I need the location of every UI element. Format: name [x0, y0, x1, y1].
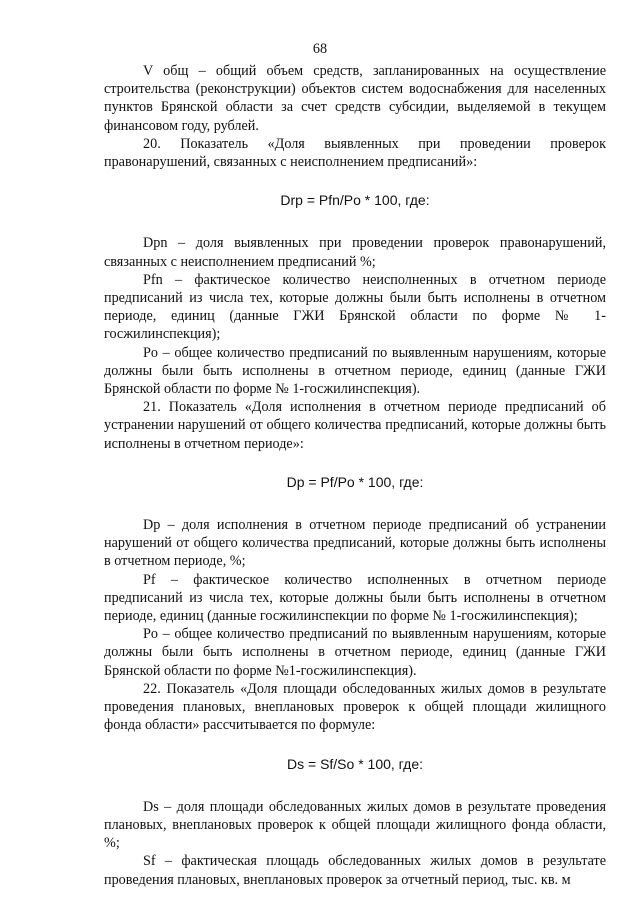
- paragraph-ds-definition: Ds – доля площади обследованных жилых домов в результате проведения плановых, внеплановых проверок к общей площади жилищного фонда области, %;: [104, 798, 606, 852]
- paragraph-sf-definition: Sf – фактическая площадь обследованных жилых домов в результате проведения плановых, внеплановых проверок за отчетный период, тыс. кв. м: [104, 853, 606, 888]
- paragraph-dpn-definition: Dpn – доля выявленных при проведении проверок правонарушений, связанных с неисполнением предписаний %;: [104, 235, 606, 270]
- document-body: [104, 62, 606, 889]
- paragraph-pfn-definition: Pfn – фактическое количество неисполненных в отчетном периоде предписаний из числа тех, которые должны были быть исполнены в отчетном периоде, единиц (данные ГЖИ Брянской области по форме № 1-госжилинспекция);: [104, 271, 606, 343]
- paragraph-po-definition: Po – общее количество предписаний по выявленным нарушениям, которые должны были быть исполнены в отчетном периоде, единиц (данные ГЖИ Брянской области по форме № 1-госжилинспекция).: [104, 344, 606, 398]
- paragraph-pf-definition: Pf – фактическое количество исполненных в отчетном периоде предписаний из числа тех, которые должны были быть исполнены в отчетном периоде, единиц (данные госжилинспекции по форме № 1-госжилинспекция);: [104, 571, 606, 625]
- paragraph-dp-definition: Dp – доля исполнения в отчетном периоде предписаний об устранении нарушений от общего количества предписаний, которые должны быть исполнены в отчетном периоде, %;: [104, 517, 606, 570]
- paragraph-indicator-21: 21. Показатель «Доля исполнения в отчетном периоде предписаний об устранении нарушений от общего количества предписаний, которые должны быть исполнены в отчетном периоде»:: [104, 399, 606, 452]
- formula-dp: Dp = Pf/Po * 100, где:: [286, 473, 424, 490]
- formula-ds: Ds = Sf/So * 100, где:: [287, 755, 423, 772]
- formula-drp: Drp = Pfn/Po * 100, где:: [280, 192, 430, 209]
- page-number: 68: [312, 41, 328, 57]
- paragraph-indicator-20: 20. Показатель «Доля выявленных при проведении проверок правонарушений, связанных с неисполнением предписаний»:: [104, 135, 606, 171]
- paragraph-v-total-definition: V общ – общий объем средств, запланированных на осуществление строительства (реконструкции) объектов систем водоснабжения для населенных пунктов Брянской области за счет средств субсидии, выделяемой в текущем финансовом году, рублей.: [104, 63, 606, 134]
- paragraph-indicator-22: 22. Показатель «Доля площади обследованных жилых домов в результате проведения плановых, внеплановых проверок к общей площади жилищного фонда области» рассчитывается по формуле:: [104, 680, 606, 734]
- paragraph-po-definition-2: Po – общее количество предписаний по выявленным нарушениям, которые должны были быть исполнены в отчетном периоде, единиц (данные ГЖИ Брянской области по форме №1-госжилинспекция).: [104, 626, 606, 679]
